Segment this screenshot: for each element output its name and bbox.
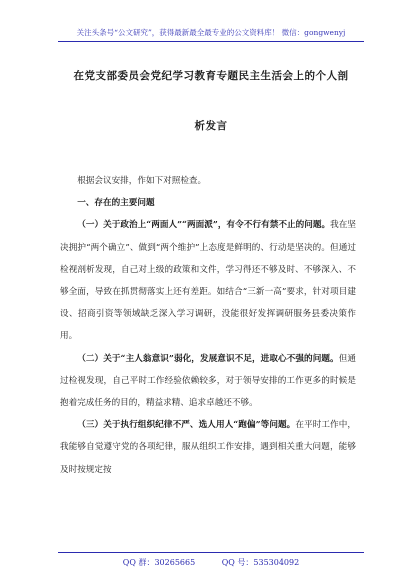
- document-title-line-1: 在党支部委员会党纪学习教育专题民主生活会上的个人剖: [73, 70, 349, 82]
- subsection-1-heading: （一）关于政治上“两面人”“两面派”，有令不行有禁不止的问题。: [77, 220, 331, 231]
- subsection-2-text: 但通过检视发现，自己平时工作经验依赖较多，对于领导安排的工作更多的时候是抱着完成任务的目的，精益求精、追求卓越还不够。: [60, 353, 356, 409]
- subsection-3: [60, 414, 356, 481]
- subsection-3-text: 在平时工作中，我能够自觉遵守党的各项纪律，服从组织工作安排，遇到相关重大问题，能够及时按规定按: [60, 420, 356, 475]
- section-heading-1: 一、存在的主要问题: [77, 198, 155, 209]
- subsection-2-heading: （二）关于“主人翁意识”弱化，发展意识不足，进取心不强的问题。: [77, 353, 339, 364]
- document-title-line-2: 析发言: [194, 120, 228, 132]
- document-body: [60, 170, 356, 481]
- page-footer: [58, 552, 364, 568]
- intro-paragraph: 根据会议安排，作如下对照检查。: [77, 176, 207, 186]
- footer-qq-number: QQ 号：535304092: [221, 558, 300, 567]
- subsection-3-heading: （三）关于执行组织纪律不严、选人用人“跑偏”等问题。: [77, 420, 296, 431]
- footer-qq-group: QQ 群：30265665: [122, 558, 196, 567]
- subsection-2: [60, 348, 356, 415]
- subsection-1-text: 我在坚决拥护“两个确立”、做到“两个维护”上态度是鲜明的、行动是坚决的。但通过检视剖析发现，自己对上级的政策和文件，学习得还不够及时、不够深入、不够全面，导致在抓贯彻落实上还有差距。如结合“三新一高”要求，针对项目建设、招商引资等领域缺乏深入学习调研，没能很好发挥调研服务县委决策作用。: [60, 220, 356, 342]
- subsection-1: [60, 214, 356, 347]
- header-note: 关注头条号“公文研究”，获得最新最全最专业的公文资料库！ 微信：gongwenyj: [76, 28, 346, 37]
- header-divider: [58, 41, 364, 42]
